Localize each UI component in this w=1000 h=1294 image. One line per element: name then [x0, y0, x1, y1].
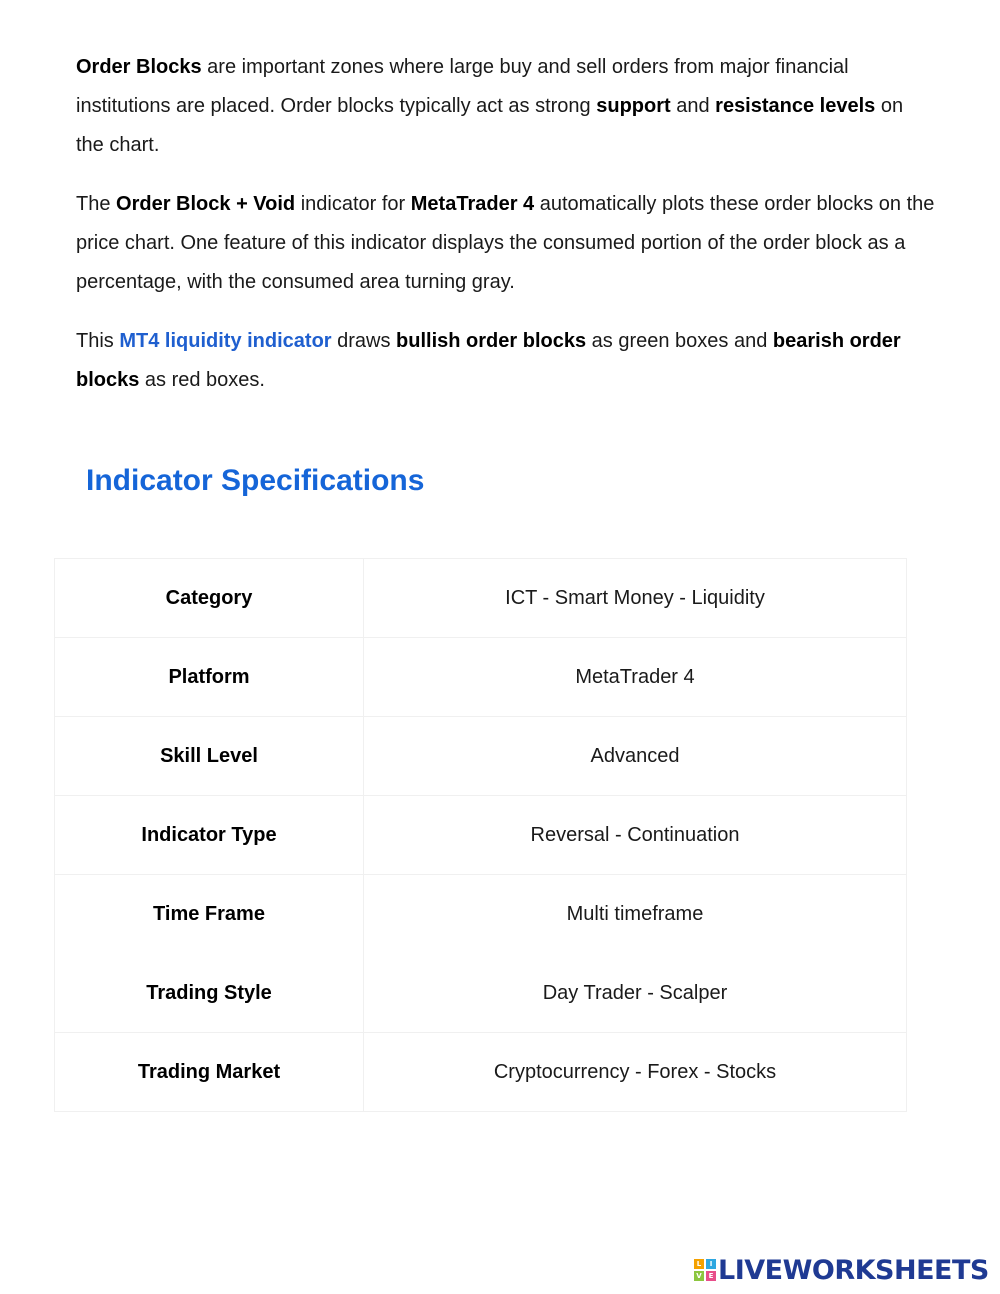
table-row: [55, 717, 907, 796]
spec-label: Trading Market: [55, 1033, 364, 1112]
intro-paragraph-2: The Order Block + Void indicator for MetaTrader 4 automatically plots these order blocks on the price chart. One feature of this indicator displays the consumed portion of the order block as a percentage, with the consumed area turning gray.: [76, 193, 935, 293]
logo-block: L: [694, 1259, 704, 1269]
spec-label: Time Frame: [55, 875, 364, 954]
specifications-table: [54, 558, 907, 1112]
table-row: [55, 638, 907, 717]
logo-block: V: [694, 1271, 704, 1281]
table-row: [55, 796, 907, 875]
table-row: [55, 1033, 907, 1112]
spec-value: Multi timeframe: [364, 875, 907, 954]
spec-label: Category: [55, 559, 364, 638]
spec-label: Skill Level: [55, 717, 364, 796]
intro-paragraph-3: This MT4 liquidity indicator draws bullish order blocks as green boxes and bearish order blocks as red boxes.: [76, 330, 901, 391]
table-row: [55, 954, 907, 1033]
spec-value: Day Trader - Scalper: [364, 954, 907, 1033]
logo-block: I: [706, 1259, 716, 1269]
logo-block: E: [706, 1271, 716, 1281]
spec-label: Indicator Type: [55, 796, 364, 875]
table-row: [55, 559, 907, 638]
specifications-heading: Indicator Specifications: [86, 464, 425, 497]
logo-blocks-icon: [694, 1259, 716, 1281]
spec-value: ICT - Smart Money - Liquidity: [364, 559, 907, 638]
spec-value: Reversal - Continuation: [364, 796, 907, 875]
intro-paragraph-1: Order Blocks are important zones where large buy and sell orders from major financial institutions are placed. Order blocks typically act as strong support and resistance levels on the chart.: [76, 56, 904, 156]
liveworksheets-logo: [694, 1254, 989, 1286]
spec-value: MetaTrader 4: [364, 638, 907, 717]
spec-label: Trading Style: [55, 954, 364, 1033]
spec-label: Platform: [55, 638, 364, 717]
spec-value: Advanced: [364, 717, 907, 796]
mt4-liquidity-indicator-link[interactable]: MT4 liquidity indicator: [119, 330, 332, 352]
table-row: [55, 875, 907, 954]
spec-value: Cryptocurrency - Forex - Stocks: [364, 1033, 907, 1112]
logo-wordmark: LIVEWORKSHEETS: [718, 1254, 989, 1286]
